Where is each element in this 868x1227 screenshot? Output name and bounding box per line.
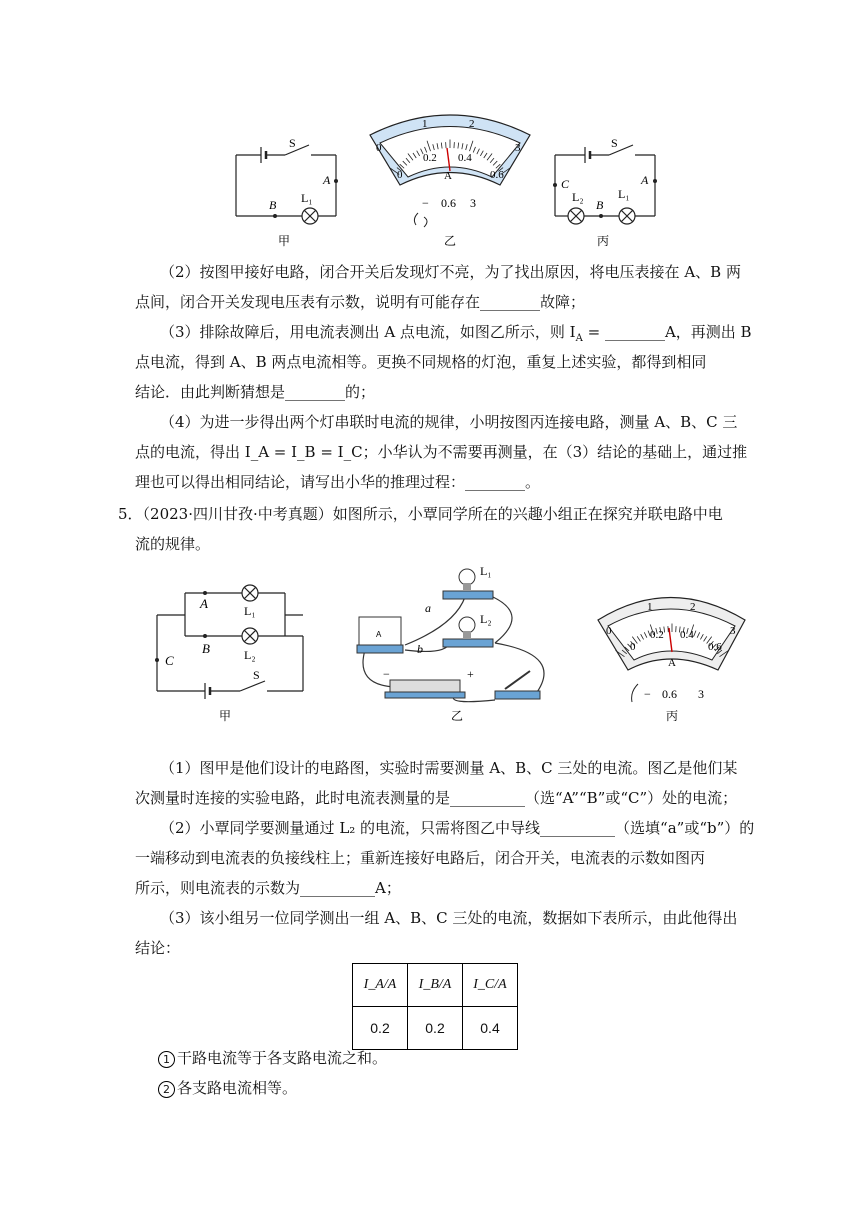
q5-stem-line2: 流的规律。	[135, 535, 211, 553]
q4-part3-line3: 结论．由此判断猜想是________的；	[135, 383, 376, 401]
q5-part1-line2: 次测量时连接的实验电路，此时电流表测量的是__________（选“A”“B”或“C”）处的电流；	[135, 789, 738, 807]
conclusion-1	[158, 1048, 387, 1068]
figure-jia-series-circuit	[225, 135, 350, 250]
terminal-minus: −	[644, 687, 651, 701]
tick-bottom-3: 0.6	[708, 641, 722, 653]
q4-part3-sub: A	[575, 333, 583, 344]
conclusion-text: 干路电流等于各支路电流之和。	[177, 1049, 388, 1067]
label-a: A	[323, 173, 331, 187]
caption-bing: 丙	[666, 709, 679, 723]
label-minus: −	[383, 667, 390, 681]
tick-top-2: 2	[469, 118, 475, 130]
figure-yi-physical-circuit	[345, 555, 570, 725]
label-l2: L₂	[572, 190, 584, 204]
label-wire-b: b	[417, 642, 423, 656]
label-c: C	[561, 177, 570, 191]
label-s: S	[611, 136, 618, 150]
q4-part2-line1: （2）按图甲接好电路，闭合开关后发现灯不亮，为了找出原因，将电压表接在 A、B 两	[160, 263, 741, 281]
label-l1: L₁	[480, 564, 492, 578]
table-header-cell: I_B/A	[408, 964, 463, 1007]
label-b: B	[202, 641, 210, 656]
table-header-cell: I_C/A	[463, 964, 518, 1007]
label-plus: +	[467, 667, 474, 681]
tick-top-0: 0	[376, 142, 382, 154]
table-cell: 0.2	[408, 1007, 463, 1050]
figure-bing-series-circuit	[545, 135, 665, 250]
q5-part2-line2: 一端移动到电流表的负接线柱上；重新连接好电路后，闭合开关，电流表的示数如图丙	[135, 849, 706, 867]
tick-bottom-2: 0.4	[680, 629, 694, 641]
table-header-cell: I_A/A	[353, 964, 408, 1007]
meter-label: A	[376, 630, 382, 639]
conclusion-number: 2	[158, 1081, 175, 1098]
q5-stem-line1: 5．（2023·四川甘孜·中考真题）如图所示，小覃同学所在的兴趣小组正在探究并联电路中电	[118, 505, 723, 523]
caption-jia: 甲	[219, 709, 232, 723]
tick-top-0: 0	[606, 625, 612, 637]
label-c: C	[165, 653, 174, 668]
terminal-06: 0.6	[441, 196, 456, 210]
q5-part2-line1: （2）小覃同学要测量通过 L₂ 的电流，只需将图乙中导线__________（选填“a”或“b”）的	[160, 819, 755, 837]
q5-part2-line3: 所示，则电流表的示数为__________A；	[135, 879, 401, 897]
label-a: A	[641, 173, 649, 187]
tick-top-3: 3	[515, 142, 521, 154]
meter-unit: A	[444, 170, 452, 182]
q4-part3-line1-text: （3）排除故障后，用电流表测出 A 点电流，如图乙所示，则 I	[160, 323, 576, 341]
tick-bottom-1: 0.2	[423, 152, 437, 164]
tick-bottom-2: 0.4	[458, 152, 472, 164]
label-l1: L₁	[301, 191, 313, 205]
table-header-row	[353, 964, 518, 1007]
tick-top-1: 1	[647, 601, 653, 613]
tick-bottom-1: 0.2	[650, 629, 664, 641]
caption-bing: 丙	[597, 234, 610, 248]
figure-yi-ammeter	[360, 105, 540, 250]
caption-yi: 乙	[444, 234, 457, 248]
conclusion-text: 各支路电流相等。	[177, 1079, 298, 1097]
terminal-3: 3	[698, 687, 704, 701]
label-l1: L₁	[618, 187, 630, 201]
tick-top-3: 3	[730, 625, 736, 637]
caption-yi: 乙	[451, 709, 464, 723]
table-row	[353, 1007, 518, 1050]
q5-part3-line1: （3）该小组另一位同学测出一组 A、B、C 三处的电流，数据如下表所示，由此他得出	[160, 909, 738, 927]
label-b: B	[269, 198, 277, 212]
label-s: S	[253, 668, 260, 682]
figure-bing-ammeter	[590, 580, 760, 725]
q5-part1-line1: （1）图甲是他们设计的电路图，实验时需要测量 A、B、C 三处的电流。图乙是他们某	[160, 759, 738, 777]
tick-bottom-3: 0.6	[490, 169, 504, 181]
label-b: B	[596, 198, 604, 212]
current-data-table	[352, 963, 518, 1050]
label-a: A	[200, 596, 208, 611]
meter-unit: A	[668, 657, 676, 669]
q4-part3-line2: 点电流，得到 A、B 两点电流相等。更换不同规格的灯泡，重复上述实验，都得到相同	[135, 353, 707, 371]
tick-bottom-0: 0	[630, 641, 636, 653]
conclusion-number: 1	[158, 1051, 175, 1068]
terminal-minus: −	[422, 196, 429, 210]
q4-part2-line2: 点间，闭合开关发现电压表有示数，说明有可能存在________故障；	[135, 293, 586, 311]
terminal-06: 0.6	[662, 687, 677, 701]
label-l1: L₁	[244, 604, 256, 618]
terminal-3: 3	[470, 196, 476, 210]
conclusion-2	[158, 1078, 297, 1098]
tick-top-2: 2	[690, 601, 696, 613]
table-cell: 0.4	[463, 1007, 518, 1050]
label-l2: L₂	[244, 648, 256, 662]
q4-part4-line2: 点的电流，得出 I_A = I_B = I_C；小华认为不需要再测量，在（3）结论的基础上，通过推	[135, 443, 748, 461]
q4-part3-line1	[160, 322, 752, 349]
q4-part4-line1: （4）为进一步得出两个灯串联时电流的规律，小明按图丙连接电路，测量 A、B、C 三	[160, 413, 738, 431]
label-wire-a: a	[425, 601, 431, 615]
q4-part3-line1-end: = ________A，再测出 B	[582, 323, 752, 341]
q5-part3-line2: 结论：	[135, 939, 181, 957]
figure-jia-parallel-circuit	[145, 575, 315, 725]
label-l2: L₂	[480, 612, 492, 626]
tick-top-1: 1	[422, 118, 428, 130]
tick-bottom-0: 0	[397, 169, 403, 181]
q4-part4-line3: 理也可以得出相同结论，请写出小华的推理过程：________。	[135, 473, 541, 491]
table-cell: 0.2	[353, 1007, 408, 1050]
label-s: S	[289, 136, 296, 150]
caption-jia: 甲	[278, 234, 291, 248]
